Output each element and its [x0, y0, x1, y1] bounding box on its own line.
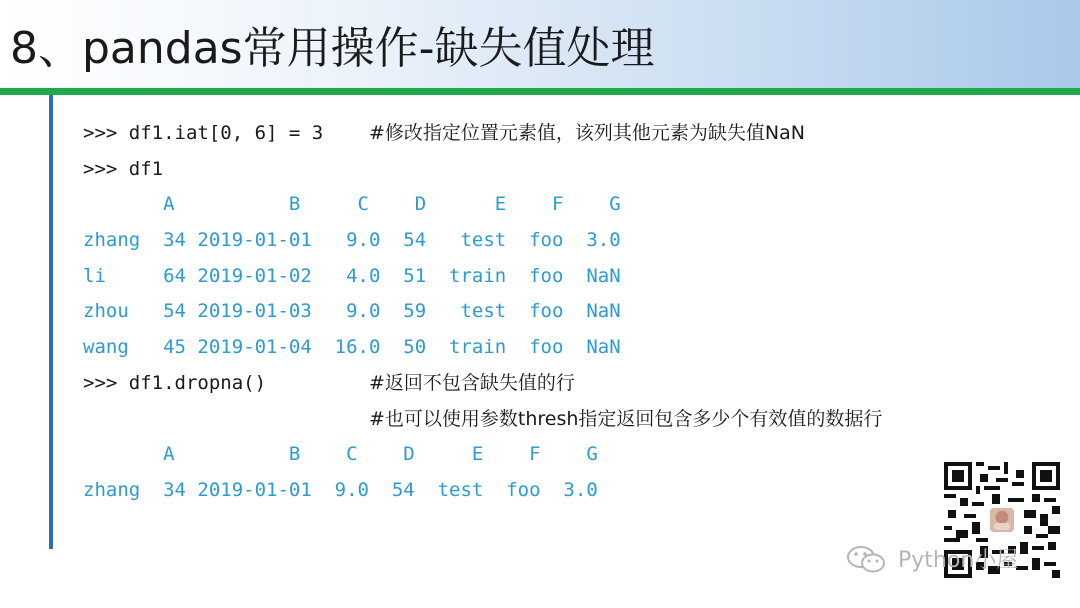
dataframe-row: zhang 34 2019-01-01 9.0 54 test foo 3.0 — [83, 229, 621, 252]
command-text: >>> df1 — [83, 157, 164, 180]
slide-header — [0, 0, 1080, 91]
watermark-text: Python小屋 — [898, 548, 1019, 573]
command-text: >>> df1.iat[0, 6] = 3 — [83, 122, 324, 144]
dataframe-row: wang 45 2019-01-04 16.0 50 train foo NaN — [83, 336, 621, 359]
wechat-icon — [846, 545, 890, 575]
code-line — [83, 402, 882, 438]
dataframe-row: zhou 54 2019-01-03 9.0 59 test foo NaN — [83, 300, 621, 323]
slide-title: 8、pandas常用操作-缺失值处理 — [10, 23, 655, 74]
header-divider — [0, 88, 1080, 95]
comment-text: #也可以使用参数thresh指定返回包含多少个有效值的数据行 — [368, 407, 883, 430]
command-text: >>> df1.dropna() — [83, 371, 267, 394]
dataframe-header: A B C D E F G — [83, 193, 621, 216]
code-line — [83, 116, 882, 152]
dataframe-header: A B C D E F G — [83, 443, 598, 466]
left-accent-line — [49, 95, 53, 549]
code-line — [83, 152, 882, 188]
dataframe-row: zhang 34 2019-01-01 9.0 54 test foo 3.0 — [83, 478, 598, 501]
code-line — [83, 366, 882, 402]
dataframe-row: li 64 2019-01-02 4.0 51 train foo NaN — [83, 264, 621, 287]
code-block — [83, 116, 882, 509]
comment-text: #返回不包含缺失值的行 — [368, 371, 575, 394]
comment-text: #修改指定位置元素值，该列其他元素为缺失值NaN — [368, 122, 805, 144]
